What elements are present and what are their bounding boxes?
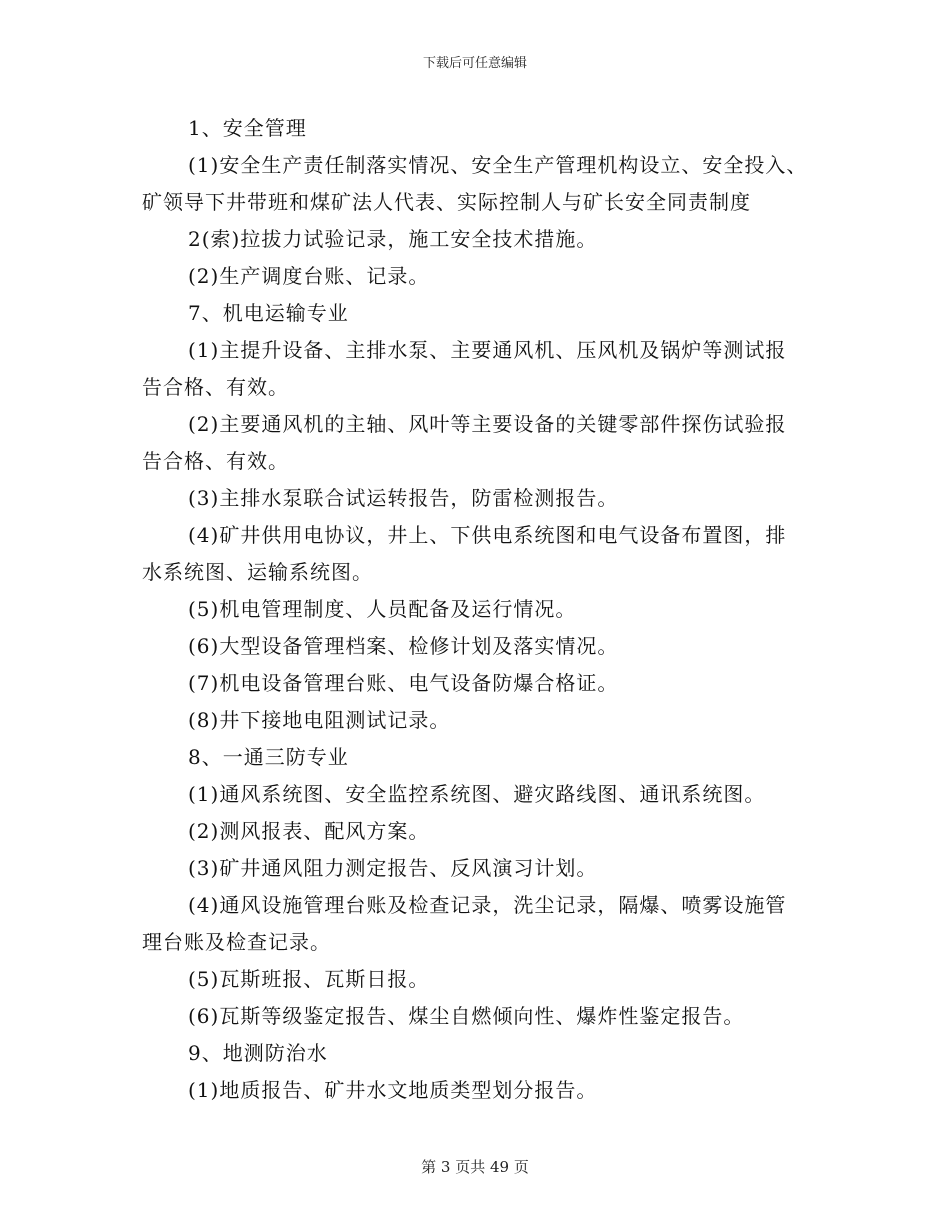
paragraph-line: 告合格、有效。: [142, 375, 289, 399]
page-header: 下载后可任意编辑: [422, 56, 527, 71]
paragraph-line: (4)矿井供用电协议，井上、下供电系统图和电气设备布置图，排: [188, 523, 787, 547]
paragraph-line: (3)主排水泵联合试运转报告，防雷检测报告。: [188, 486, 619, 510]
paragraph-line: (2)测风报表、配风方案。: [188, 819, 430, 843]
paragraph-line: 告合格、有效。: [142, 449, 289, 473]
paragraph-line: (6)大型设备管理档案、检修计划及落实情况。: [188, 634, 619, 658]
paragraph-line: (1)通风系统图、安全监控系统图、避灾路线图、通讯系统图。: [188, 782, 766, 806]
paragraph-line: (1)地质报告、矿井水文地质类型划分报告。: [188, 1078, 598, 1102]
paragraph-line: (8)井下接地电阻测试记录。: [188, 708, 451, 732]
paragraph-line: (2)主要通风机的主轴、风叶等主要设备的关键零部件探伤试验报: [188, 412, 787, 436]
paragraph-line: (5)瓦斯班报、瓦斯日报。: [188, 967, 430, 991]
paragraph-line: (6)瓦斯等级鉴定报告、煤尘自燃倾向性、爆炸性鉴定报告。: [188, 1004, 745, 1028]
paragraph-line: (5)机电管理制度、人员配备及运行情况。: [188, 597, 577, 621]
paragraph-line: (3)矿井通风阻力测定报告、反风演习计划。: [188, 856, 598, 880]
paragraph-line: (1)主提升设备、主排水泵、主要通风机、压风机及锅炉等测试报: [188, 338, 787, 362]
paragraph-line: 1、安全管理: [188, 116, 307, 140]
paragraph-line: 矿领导下井带班和煤矿法人代表、实际控制人与矿长安全同责制度: [142, 190, 751, 214]
paragraph-line: (4)通风设施管理台账及检查记录，洗尘记录，隔爆、喷雾设施管: [188, 893, 787, 917]
page-footer: 第 3 页共 49 页: [421, 1158, 529, 1176]
section-heading: 9、地测防治水: [188, 1041, 328, 1065]
paragraph-line: (2)生产调度台账、记录。: [188, 264, 430, 288]
section-heading: 8、一通三防专业: [188, 745, 349, 769]
section-heading: 7、机电运输专业: [188, 301, 349, 325]
paragraph-line: (7)机电设备管理台账、电气设备防爆合格证。: [188, 671, 619, 695]
document-body: [142, 110, 812, 1109]
paragraph-line: 水系统图、运输系统图。: [142, 560, 373, 584]
paragraph-line: (1)安全生产责任制落实情况、安全生产管理机构设立、安全投入、: [188, 153, 808, 177]
paragraph-line: 2(索)拉拔力试验记录，施工安全技术措施。: [188, 227, 598, 251]
paragraph-line: 理台账及检查记录。: [142, 930, 331, 954]
